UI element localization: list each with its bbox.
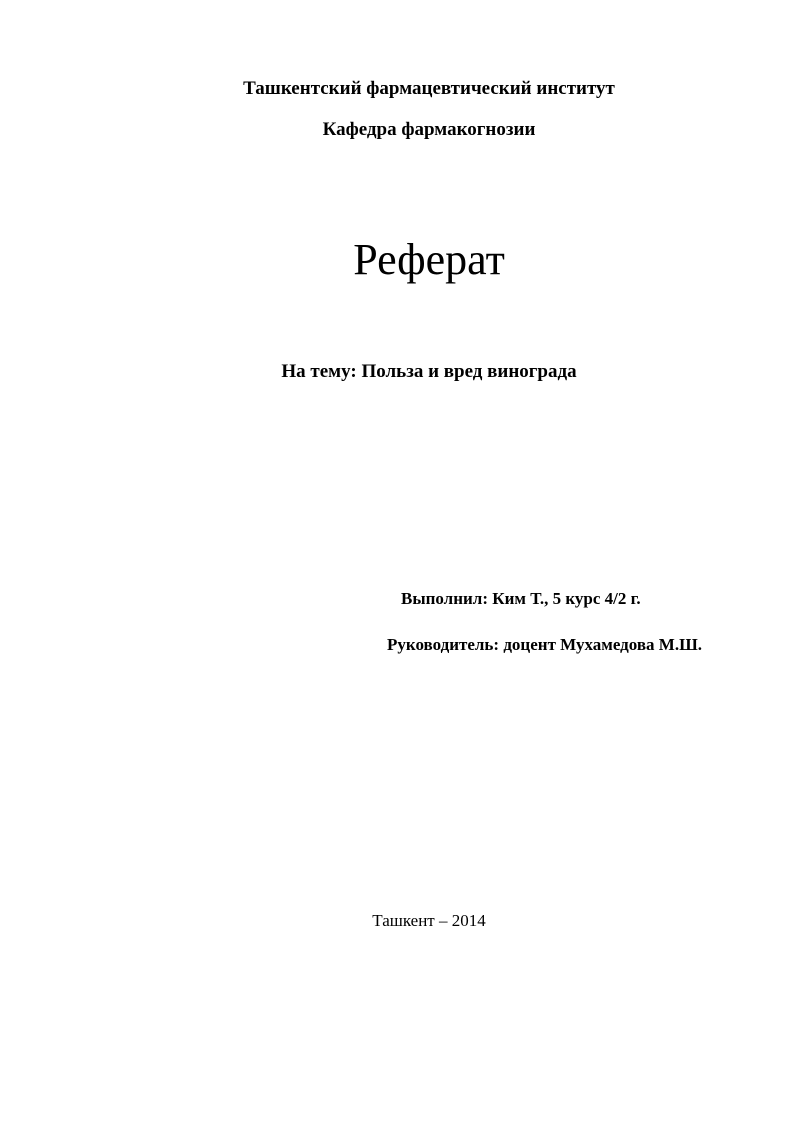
author-line: Выполнил: Ким Т., 5 курс 4/2 г. (401, 589, 641, 608)
topic-line: На тему: Польза и вред винограда (281, 361, 577, 382)
document-type-title: Реферат (353, 235, 505, 284)
city-year-line: Ташкент – 2014 (372, 911, 486, 930)
supervisor-line: Руководитель: доцент Мухамедова М.Ш. (387, 635, 702, 654)
department-name: Кафедра фармакогнозии (322, 119, 536, 140)
institute-name: Ташкентский фармацевтический институт (243, 78, 615, 99)
